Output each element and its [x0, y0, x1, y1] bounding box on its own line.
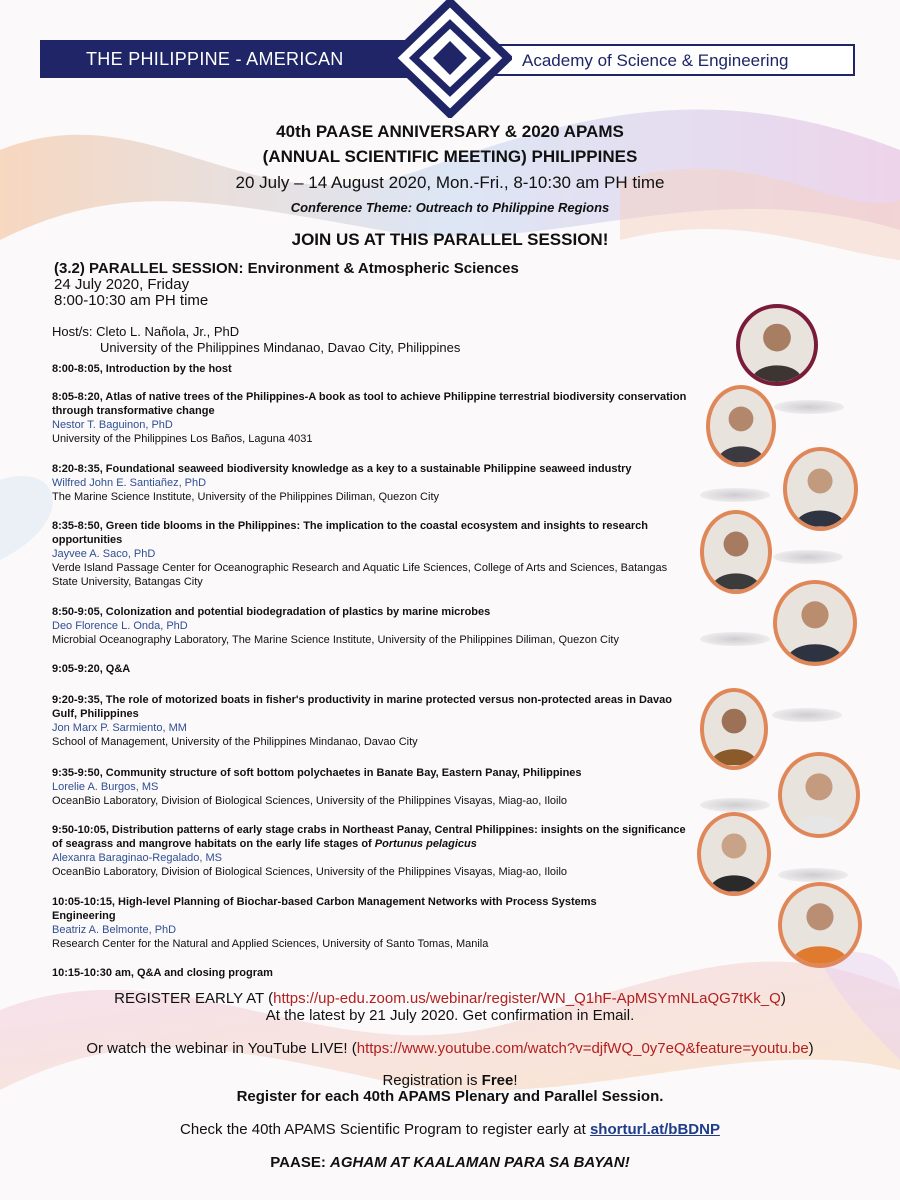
speaker-photo	[700, 688, 768, 770]
photo-shadow	[700, 798, 770, 812]
item-affiliation: Research Center for the Natural and Applied Sciences, University of Santo Tomas, Manila	[52, 938, 489, 950]
register-suffix: )	[780, 990, 786, 1007]
item-speaker: Lorelie A. Burgos, MS	[52, 781, 159, 793]
session-info	[54, 260, 519, 309]
item-title: 9:20-9:35, The role of motorized boats in fisher's productivity in marine protected versus non-protected areas in Davao Gulf, Philippines	[52, 694, 672, 720]
person-icon	[704, 514, 768, 590]
register-line	[0, 990, 900, 1007]
program-item	[52, 895, 692, 951]
item-affiliation: Verde Island Passage Center for Oceanographic Research and Aquatic Life Sciences, College of Arts and Sciences, Batangas State University, Batangas City	[52, 562, 668, 588]
session-date: 24 July 2020, Friday	[54, 276, 190, 293]
item-affiliation: School of Management, University of the Philippines Mindanao, Davao City	[52, 736, 418, 748]
program-item	[52, 662, 692, 676]
youtube-suffix: )	[808, 1040, 814, 1057]
register-each-note: Register for each 40th APAMS Plenary and Parallel Session.	[236, 1088, 664, 1105]
item-speaker: Jon Marx P. Sarmiento, MM	[52, 722, 187, 734]
item-speaker: Beatriz A. Belmonte, PhD	[52, 924, 177, 936]
item-speaker: Deo Florence L. Onda, PhD	[52, 620, 188, 632]
paase-logo-icon	[388, 0, 512, 118]
photo-shadow	[778, 868, 848, 882]
item-speaker: Wilfred John E. Santiañez, PhD	[52, 477, 207, 489]
check-prefix: Check the 40th APAMS Scientific Program to register early at	[180, 1121, 590, 1138]
speaker-photo	[778, 882, 862, 968]
item-title	[52, 823, 692, 851]
youtube-link[interactable]: https://www.youtube.com/watch?v=djfWQ_0y7eQ&feature=youtu.be	[356, 1040, 809, 1057]
item-affiliation: Microbial Oceanography Laboratory, The Marine Science Institute, University of the Philippines Diliman, Quezon City	[52, 634, 619, 646]
item-affiliation: OceanBio Laboratory, Division of Biological Sciences, University of the Philippines Visayas, Miag-ao, Iloilo	[52, 795, 568, 807]
free-registration	[0, 1072, 900, 1089]
item-title: 8:05-8:20, Atlas of native trees of the Philippines-A book as tool to achieve Philippine terrestrial biodiversity conservation through transformative change	[52, 391, 687, 417]
item-title: 9:05-9:20, Q&A	[52, 663, 131, 675]
speaker-photo	[783, 447, 858, 531]
photo-shadow	[774, 400, 844, 414]
item-title-text: 9:50-10:05, Distribution patterns of early stage crabs in Northeast Panay, Central Philippines: insights on the significance of seagrass and mangrove habitats on the early life stages of	[52, 824, 686, 850]
host-affiliation: University of the Philippines Mindanao, Davao City, Philippines	[100, 340, 461, 355]
title-dates: 20 July – 14 August 2020, Mon.-Fri., 8-10:30 am PH time	[235, 173, 665, 192]
person-icon	[782, 886, 858, 964]
item-speaker: Alexanra Baraginao-Regalado, MS	[52, 852, 222, 864]
conference-theme: Conference Theme: Outreach to Philippine Regions	[290, 200, 610, 215]
item-title: 8:00-8:05, Introduction by the host	[52, 363, 232, 375]
host-photo	[736, 304, 818, 386]
item-affiliation: University of the Philippines Los Baños, Laguna 4031	[52, 433, 313, 445]
photo-shadow	[700, 632, 770, 646]
speaker-photo	[778, 752, 860, 838]
program-item	[52, 693, 692, 749]
title-line1: 40th PAASE ANNIVERSARY & 2020 APAMS	[276, 122, 624, 141]
item-title: 10:05-10:15, High-level Planning of Biochar-based Carbon Management Networks with Process Systems Engineering	[52, 896, 597, 922]
program-item	[52, 823, 692, 879]
program-item	[52, 766, 692, 808]
banner-right: Academy of Science & Engineering	[470, 44, 855, 76]
register-prefix: REGISTER EARLY AT (	[114, 990, 274, 1007]
item-title: 10:15-10:30 am, Q&A and closing program	[52, 967, 273, 979]
speaker-photo	[706, 385, 776, 467]
program-item	[52, 519, 692, 589]
check-program-line	[0, 1121, 900, 1138]
photo-shadow	[773, 550, 843, 564]
program-item	[52, 462, 692, 504]
speaker-photo	[697, 812, 771, 896]
youtube-prefix: Or watch the webinar in YouTube LIVE! (	[86, 1040, 357, 1057]
item-speaker: Nestor T. Baguinon, PhD	[52, 419, 173, 431]
item-title: 9:35-9:50, Community structure of soft bottom polychaetes in Banate Bay, Eastern Panay, Philippines	[52, 767, 582, 779]
host-label: Host/s: Cleto L. Nañola, Jr., PhD	[52, 324, 240, 339]
title-line2: (ANNUAL SCIENTIFIC MEETING) PHILIPPINES	[262, 147, 638, 166]
program-item	[52, 362, 692, 376]
item-title: 8:35-8:50, Green tide blooms in the Philippines: The implication to the coastal ecosystem and insights to research opportunities	[52, 520, 648, 546]
item-title: 8:20-8:35, Foundational seaweed biodiversity knowledge as a key to a sustainable Philippine seaweed industry	[52, 463, 632, 475]
person-icon	[704, 692, 764, 766]
person-icon	[777, 584, 853, 662]
free-prefix: Registration is	[382, 1072, 482, 1089]
motto-line	[0, 1154, 900, 1171]
motto-text: AGHAM AT KAALAMAN PARA SA BAYAN!	[330, 1154, 630, 1171]
join-heading: JOIN US AT THIS PARALLEL SESSION!	[291, 230, 609, 249]
zoom-register-link[interactable]: https://up-edu.zoom.us/webinar/register/WN_Q1hF-ApMSYmNLaQG7tKk_Q	[273, 990, 781, 1007]
photo-shadow	[700, 488, 770, 502]
latest-date-note: At the latest by 21 July 2020. Get confirmation in Email.	[265, 1007, 635, 1024]
person-icon	[701, 816, 767, 892]
shorturl-link[interactable]: shorturl.at/bBDNP	[589, 1121, 720, 1138]
free-suffix: !	[513, 1072, 518, 1089]
speaker-photo	[700, 510, 772, 594]
person-icon	[740, 308, 814, 382]
session-title: (3.2) PARALLEL SESSION: Environment & Atmospheric Sciences	[54, 260, 519, 277]
item-affiliation: OceanBio Laboratory, Division of Biological Sciences, University of the Philippines Visayas, Miag-ao, Iloilo	[52, 866, 568, 878]
item-affiliation: The Marine Science Institute, University of the Philippines Diliman, Quezon City	[52, 491, 440, 503]
program-item	[52, 605, 692, 647]
free-word: Free	[481, 1072, 514, 1089]
person-icon	[782, 756, 856, 834]
photo-shadow	[772, 708, 842, 722]
program-item	[52, 390, 692, 446]
session-time: 8:00-10:30 am PH time	[54, 292, 209, 309]
person-icon	[710, 389, 772, 463]
banner-left: THE PHILIPPINE - AMERICAN	[40, 40, 420, 78]
item-speaker: Jayvee A. Saco, PhD	[52, 548, 156, 560]
item-title-species: Portunus pelagicus	[374, 838, 477, 850]
item-title: 8:50-9:05, Colonization and potential biodegradation of plastics by marine microbes	[52, 606, 491, 618]
youtube-line	[0, 1040, 900, 1057]
motto-prefix: PAASE:	[270, 1154, 331, 1171]
person-icon	[787, 451, 854, 527]
program-item	[52, 966, 692, 980]
host-info	[52, 324, 460, 356]
speaker-photo	[773, 580, 857, 666]
